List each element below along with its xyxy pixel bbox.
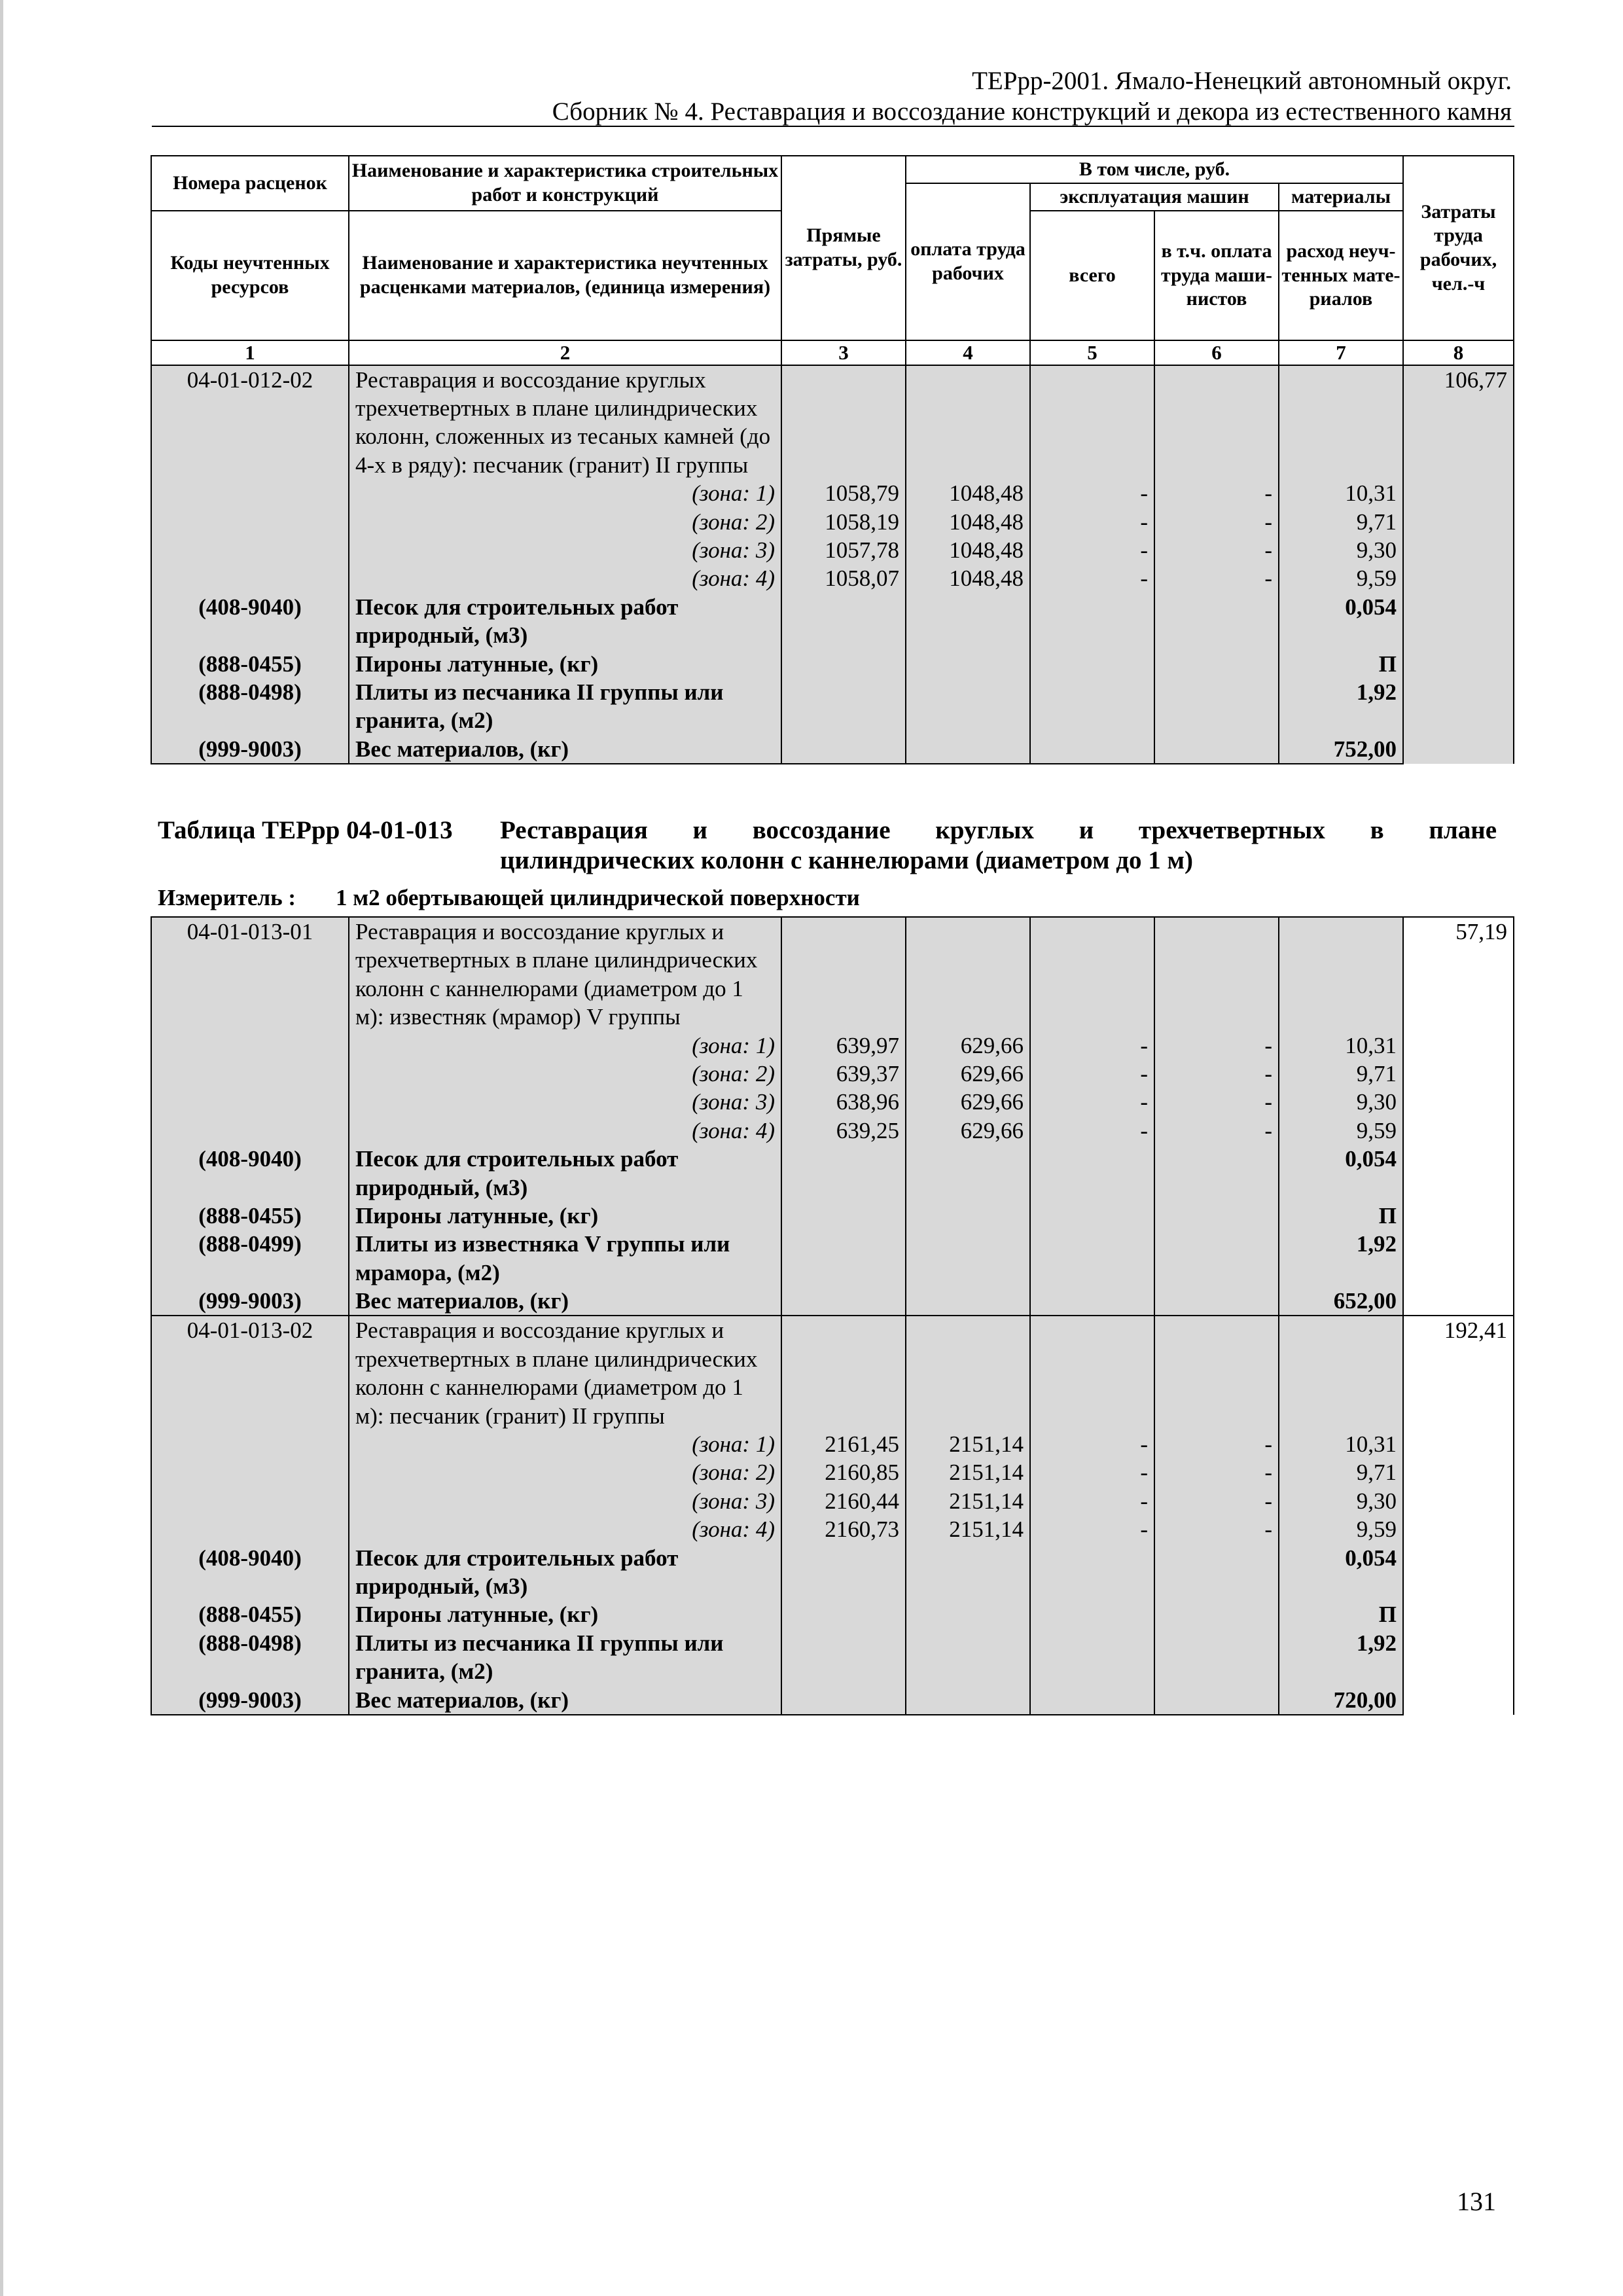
resource-code: (888-0499) bbox=[151, 1230, 349, 1287]
zone-label: (зона: 1) bbox=[349, 1031, 781, 1060]
resource-code: (408-9040) bbox=[151, 1145, 349, 1202]
operator-wage: - bbox=[1154, 1060, 1279, 1088]
page-number: 131 bbox=[1457, 2187, 1496, 2216]
machine-total: - bbox=[1030, 1430, 1154, 1458]
resource-quantity: 752,00 bbox=[1279, 735, 1403, 764]
direct-cost: 639,37 bbox=[781, 1060, 906, 1088]
resource-code: (888-0498) bbox=[151, 1629, 349, 1686]
header-including: В том числе, руб. bbox=[906, 156, 1403, 183]
operator-wage: - bbox=[1154, 1088, 1279, 1116]
table-title-label: Таблица ТЕРрр 04-01-013 bbox=[158, 816, 453, 844]
direct-cost: 1058,79 bbox=[781, 479, 906, 507]
zone-label: (зона: 1) bbox=[349, 1430, 781, 1458]
resource-name: Песок для строительных работ природный, (м3) bbox=[349, 1145, 781, 1202]
direct-cost: 1058,19 bbox=[781, 508, 906, 536]
direct-cost: 638,96 bbox=[781, 1088, 906, 1116]
running-header-line2: Сборник № 4. Реставрация и воссоздание конструкций и декора из естественного камня bbox=[552, 98, 1512, 126]
rate-block bbox=[151, 365, 1514, 764]
rate-description: Реставрация и воссоздание круглых трехчетвертных в плане цилиндрических колонн, сложенных из тесаных камней (до 4-х в ряду): песчаник (гранит) II группы bbox=[349, 365, 781, 480]
zone-label: (зона: 2) bbox=[349, 508, 781, 536]
machine-total: - bbox=[1030, 1117, 1154, 1145]
resource-quantity: 0,054 bbox=[1279, 1145, 1403, 1202]
zone-label: (зона: 4) bbox=[349, 1117, 781, 1145]
direct-cost: 2160,85 bbox=[781, 1458, 906, 1486]
zone-label: (зона: 1) bbox=[349, 479, 781, 507]
zone-label: (зона: 4) bbox=[349, 564, 781, 592]
column-number: 7 bbox=[1279, 340, 1403, 365]
resource-name: Пироны латунные, (кг) bbox=[349, 1202, 781, 1230]
rate-code: 04-01-013-02 bbox=[151, 1316, 349, 1430]
header-direct-costs: Прямые затраты, руб. bbox=[781, 156, 906, 340]
rate-code: 04-01-012-02 bbox=[151, 365, 349, 480]
rates-table-1 bbox=[151, 155, 1514, 764]
header-labor: Затраты труда рабочих, чел.-ч bbox=[1403, 156, 1514, 340]
resource-code: (999-9003) bbox=[151, 1686, 349, 1715]
materials-cost: 9,59 bbox=[1279, 1117, 1403, 1145]
resource-quantity: 720,00 bbox=[1279, 1686, 1403, 1715]
wage-cost: 2151,14 bbox=[906, 1487, 1030, 1515]
wage-cost: 1048,48 bbox=[906, 479, 1030, 507]
scan-edge bbox=[0, 0, 3, 2296]
header-total: всего bbox=[1030, 211, 1154, 340]
rate-block bbox=[151, 1316, 1514, 1714]
column-number: 3 bbox=[781, 340, 906, 365]
operator-wage: - bbox=[1154, 508, 1279, 536]
rates-table-2 bbox=[151, 916, 1514, 1715]
machine-total: - bbox=[1030, 508, 1154, 536]
materials-cost: 10,31 bbox=[1279, 1430, 1403, 1458]
resource-code: (999-9003) bbox=[151, 735, 349, 764]
direct-cost: 2161,45 bbox=[781, 1430, 906, 1458]
resource-quantity: 0,054 bbox=[1279, 593, 1403, 650]
rate-description: Реставрация и воссоздание круглых и трехчетвертных в плане цилиндрических колонн с каннелюрами (диаметром до 1 м): известняк (мрамор) V группы bbox=[349, 917, 781, 1031]
resource-quantity: П bbox=[1279, 1600, 1403, 1628]
materials-cost: 10,31 bbox=[1279, 479, 1403, 507]
header-resource-codes: Коды неучтенных ресурсов bbox=[151, 211, 349, 340]
header-machines: эксплуатация машин bbox=[1030, 183, 1279, 211]
machine-total: - bbox=[1030, 564, 1154, 592]
resource-name: Пироны латунные, (кг) bbox=[349, 650, 781, 678]
materials-cost: 9,71 bbox=[1279, 508, 1403, 536]
machine-total: - bbox=[1030, 1458, 1154, 1486]
wage-cost: 2151,14 bbox=[906, 1515, 1030, 1543]
operator-wage: - bbox=[1154, 536, 1279, 564]
operator-wage: - bbox=[1154, 564, 1279, 592]
zone-label: (зона: 3) bbox=[349, 1088, 781, 1116]
header-materials: материалы bbox=[1279, 183, 1403, 211]
zone-label: (зона: 2) bbox=[349, 1060, 781, 1088]
labor-cost: 106,77 bbox=[1403, 365, 1514, 764]
materials-cost: 9,71 bbox=[1279, 1060, 1403, 1088]
resource-quantity: 652,00 bbox=[1279, 1287, 1403, 1316]
zone-label: (зона: 2) bbox=[349, 1458, 781, 1486]
resource-name: Вес материалов, (кг) bbox=[349, 735, 781, 764]
machine-total: - bbox=[1030, 1060, 1154, 1088]
resource-name: Вес материалов, (кг) bbox=[349, 1287, 781, 1316]
resource-quantity: П bbox=[1279, 1202, 1403, 1230]
column-number: 6 bbox=[1154, 340, 1279, 365]
direct-cost: 639,25 bbox=[781, 1117, 906, 1145]
zone-label: (зона: 4) bbox=[349, 1515, 781, 1543]
machine-total: - bbox=[1030, 1031, 1154, 1060]
direct-cost: 2160,44 bbox=[781, 1487, 906, 1515]
column-number: 4 bbox=[906, 340, 1030, 365]
machine-total: - bbox=[1030, 1088, 1154, 1116]
operator-wage: - bbox=[1154, 1430, 1279, 1458]
wage-cost: 1048,48 bbox=[906, 508, 1030, 536]
column-number: 2 bbox=[349, 340, 781, 365]
table-title-line1: Реставрация и воссоздание круглых и трехчетвертных в плане bbox=[500, 816, 1497, 844]
resource-quantity: 1,92 bbox=[1279, 1230, 1403, 1287]
table-title-line2: цилиндрических колонн с каннелюрами (диаметром до 1 м) bbox=[500, 846, 1194, 875]
zone-label: (зона: 3) bbox=[349, 536, 781, 564]
header-wages: оплата труда рабочих bbox=[906, 183, 1030, 340]
resource-quantity: 1,92 bbox=[1279, 678, 1403, 735]
rate-description: Реставрация и воссоздание круглых и трехчетвертных в плане цилиндрических колонн с каннелюрами (диаметром до 1 м): песчаник (гранит) II группы bbox=[349, 1316, 781, 1430]
rate-block bbox=[151, 917, 1514, 1316]
resource-code: (888-0498) bbox=[151, 678, 349, 735]
resource-code: (888-0455) bbox=[151, 1202, 349, 1230]
resource-code: (408-9040) bbox=[151, 593, 349, 650]
materials-cost: 9,59 bbox=[1279, 564, 1403, 592]
resource-quantity: 0,054 bbox=[1279, 1544, 1403, 1601]
resource-code: (408-9040) bbox=[151, 1544, 349, 1601]
resource-name: Вес материалов, (кг) bbox=[349, 1686, 781, 1715]
wage-cost: 629,66 bbox=[906, 1031, 1030, 1060]
labor-cost: 192,41 bbox=[1403, 1316, 1514, 1714]
wage-cost: 1048,48 bbox=[906, 536, 1030, 564]
operator-wage: - bbox=[1154, 1487, 1279, 1515]
operator-wage: - bbox=[1154, 1117, 1279, 1145]
resource-code: (888-0455) bbox=[151, 1600, 349, 1628]
direct-cost: 2160,73 bbox=[781, 1515, 906, 1543]
meter-value: 1 м2 обертывающей цилиндрической поверхности bbox=[336, 885, 860, 910]
materials-cost: 10,31 bbox=[1279, 1031, 1403, 1060]
operator-wage: - bbox=[1154, 1515, 1279, 1543]
wage-cost: 1048,48 bbox=[906, 564, 1030, 592]
zone-label: (зона: 3) bbox=[349, 1487, 781, 1515]
resource-quantity: П bbox=[1279, 650, 1403, 678]
resource-name: Песок для строительных работ природный, (м3) bbox=[349, 1544, 781, 1601]
running-header-line1: ТЕРрр-2001. Ямало-Ненецкий автономный округ. bbox=[972, 67, 1512, 95]
rate-code: 04-01-013-01 bbox=[151, 917, 349, 1031]
direct-cost: 639,97 bbox=[781, 1031, 906, 1060]
machine-total: - bbox=[1030, 1487, 1154, 1515]
direct-cost: 1057,78 bbox=[781, 536, 906, 564]
operator-wage: - bbox=[1154, 479, 1279, 507]
materials-cost: 9,71 bbox=[1279, 1458, 1403, 1486]
column-number: 8 bbox=[1403, 340, 1514, 365]
resource-name: Плиты из песчаника II группы или гранита, (м2) bbox=[349, 678, 781, 735]
resource-name: Плиты из песчаника II группы или гранита, (м2) bbox=[349, 1629, 781, 1686]
resource-quantity: 1,92 bbox=[1279, 1629, 1403, 1686]
materials-cost: 9,30 bbox=[1279, 1088, 1403, 1116]
meter-label: Измеритель : bbox=[158, 885, 296, 910]
materials-cost: 9,30 bbox=[1279, 1487, 1403, 1515]
resource-name: Плиты из известняка V группы или мрамора, (м2) bbox=[349, 1230, 781, 1287]
operator-wage: - bbox=[1154, 1458, 1279, 1486]
direct-cost: 1058,07 bbox=[781, 564, 906, 592]
labor-cost: 57,19 bbox=[1403, 917, 1514, 1316]
wage-cost: 629,66 bbox=[906, 1117, 1030, 1145]
wage-cost: 2151,14 bbox=[906, 1458, 1030, 1486]
header-material-name: Наименование и характеристика неучтенных расценками материалов, (единица измерения) bbox=[349, 211, 781, 340]
materials-cost: 9,59 bbox=[1279, 1515, 1403, 1543]
table-title bbox=[158, 816, 1497, 876]
operator-wage: - bbox=[1154, 1031, 1279, 1060]
header-unaccounted: расход неуч-тенных мате-риалов bbox=[1279, 211, 1403, 340]
materials-cost: 9,30 bbox=[1279, 536, 1403, 564]
machine-total: - bbox=[1030, 536, 1154, 564]
machine-total: - bbox=[1030, 1515, 1154, 1543]
column-number: 5 bbox=[1030, 340, 1154, 365]
resource-name: Песок для строительных работ природный, (м3) bbox=[349, 593, 781, 650]
resource-code: (888-0455) bbox=[151, 650, 349, 678]
measurement-unit bbox=[158, 885, 860, 911]
resource-code: (999-9003) bbox=[151, 1287, 349, 1316]
header-work-name: Наименование и характеристика строительных работ и конструкций bbox=[349, 156, 781, 211]
wage-cost: 629,66 bbox=[906, 1088, 1030, 1116]
machine-total: - bbox=[1030, 479, 1154, 507]
column-number: 1 bbox=[151, 340, 349, 365]
header-rule bbox=[152, 126, 1514, 127]
header-operator-wages: в т.ч. оплата труда маши-нистов bbox=[1154, 211, 1279, 340]
wage-cost: 2151,14 bbox=[906, 1430, 1030, 1458]
header-rate-numbers: Номера расценок bbox=[151, 156, 349, 211]
resource-name: Пироны латунные, (кг) bbox=[349, 1600, 781, 1628]
wage-cost: 629,66 bbox=[906, 1060, 1030, 1088]
